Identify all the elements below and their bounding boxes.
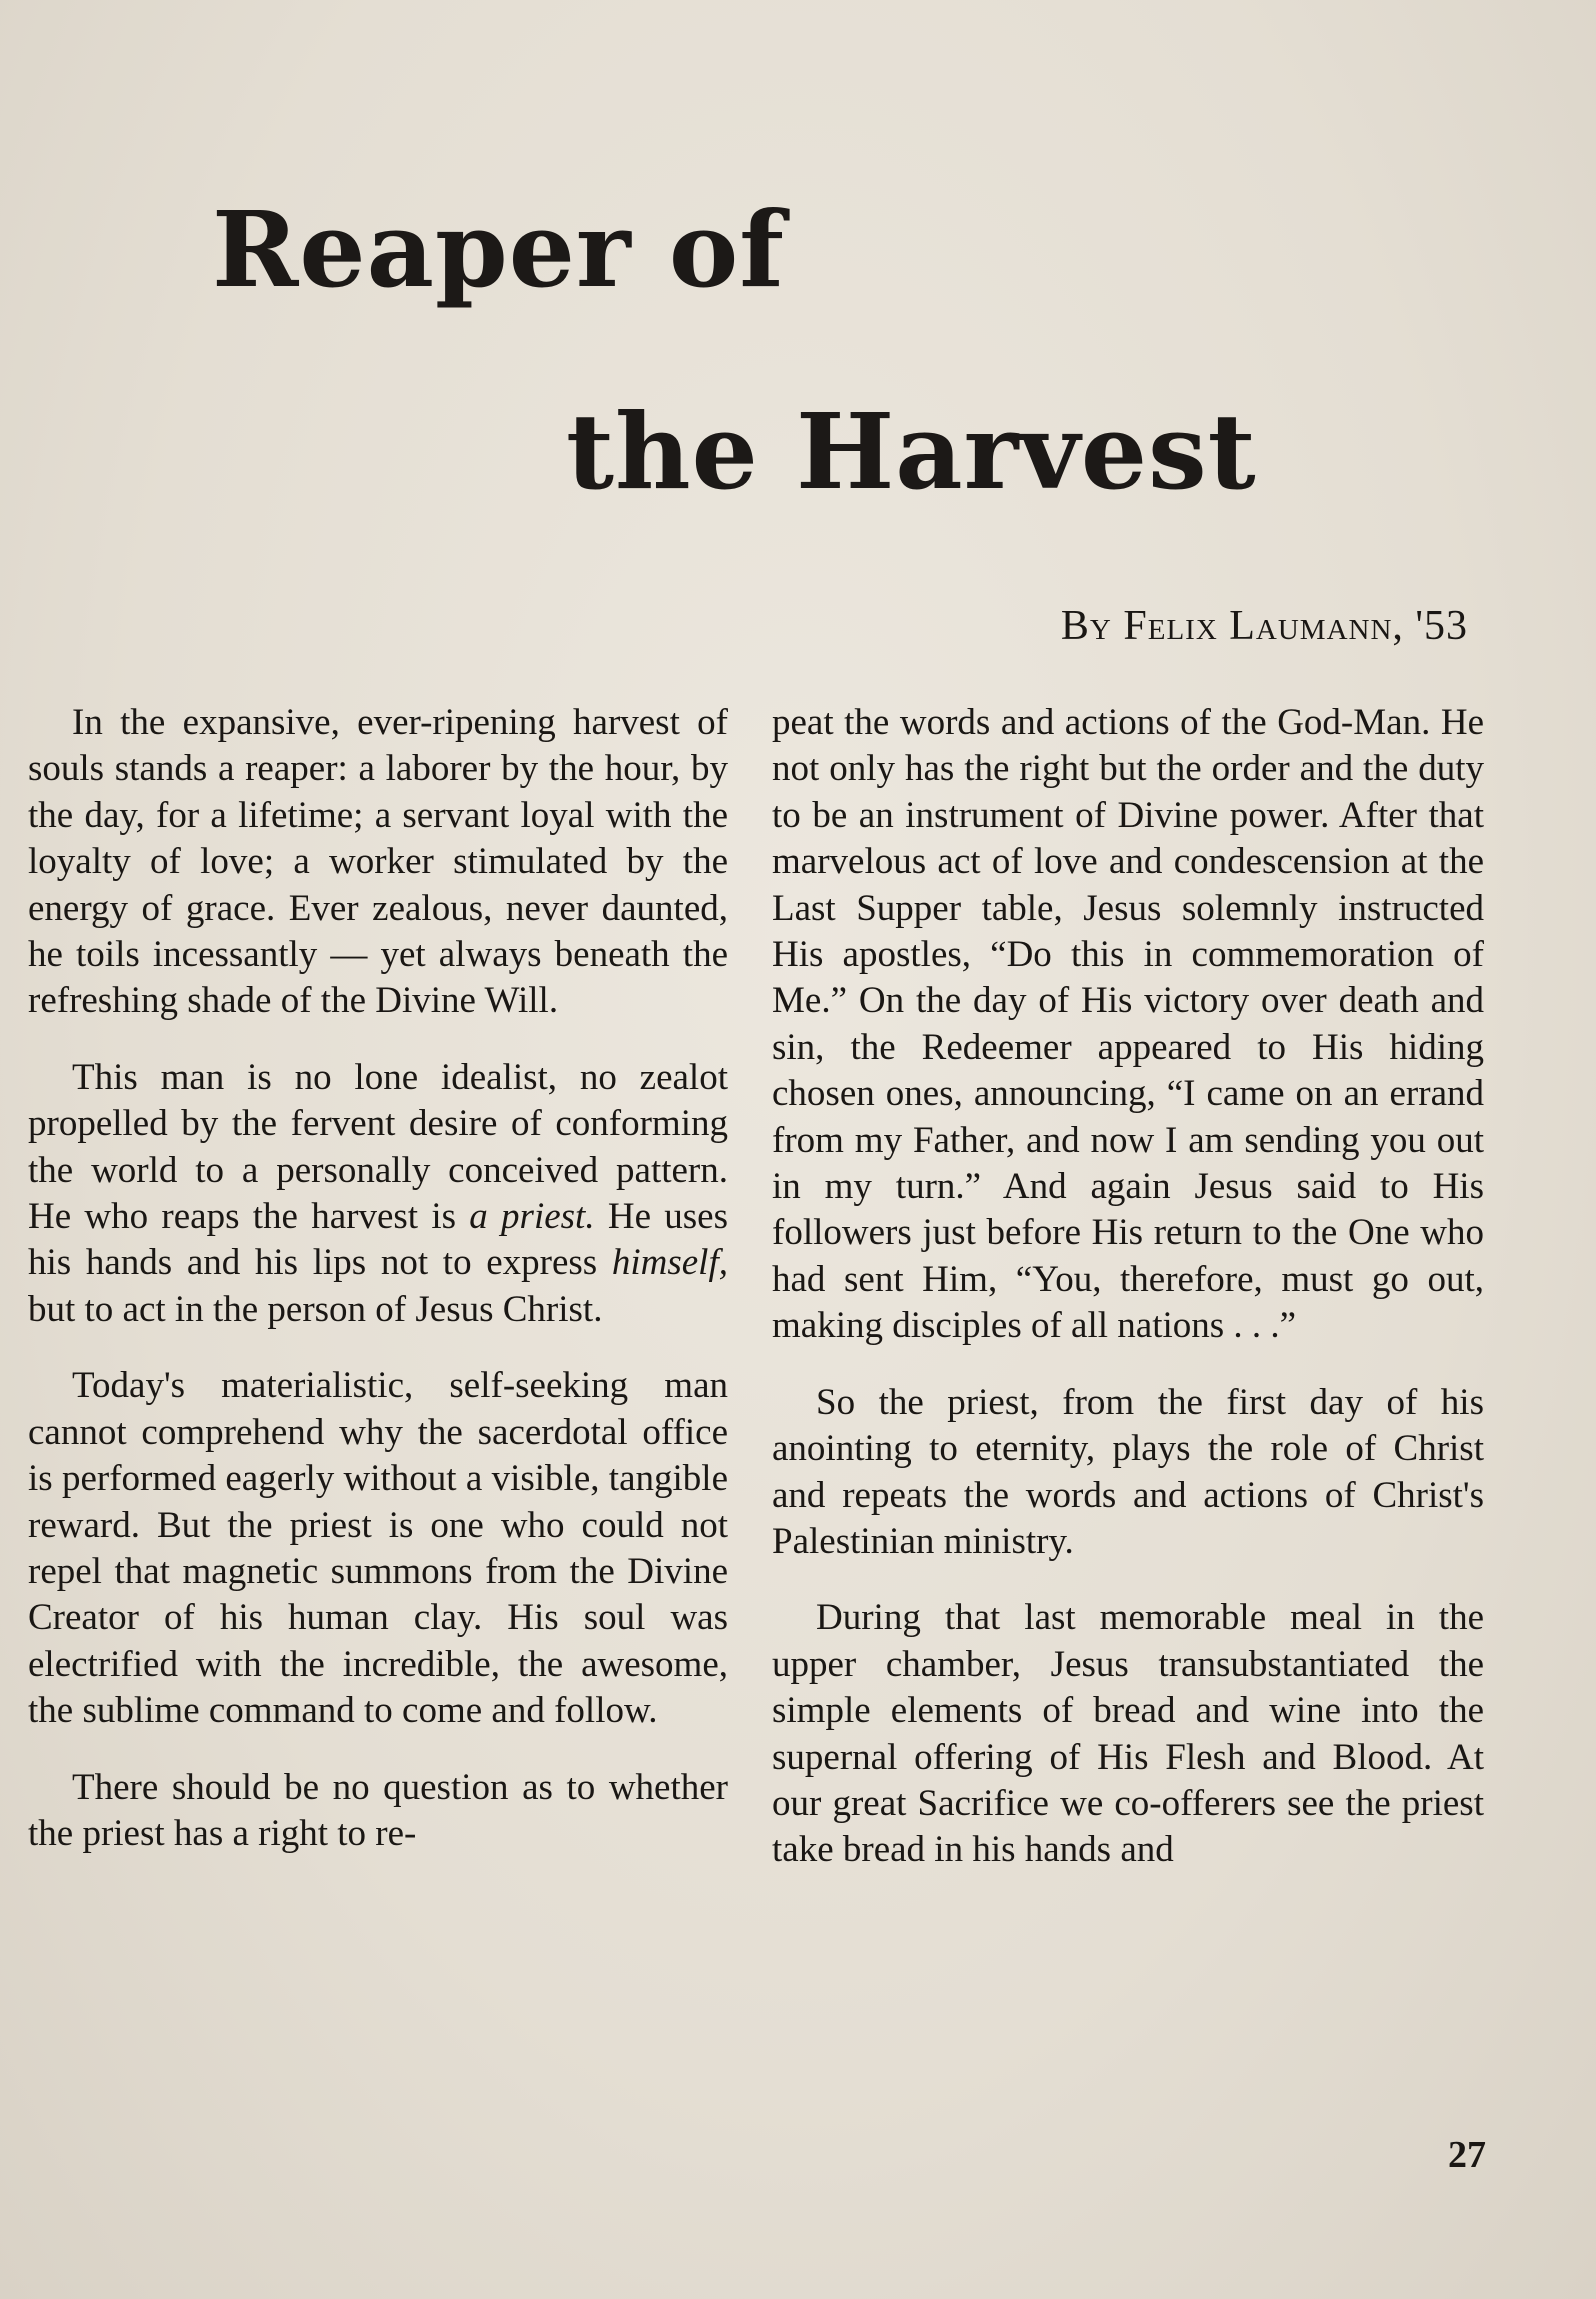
- page-number: 27: [1448, 2134, 1486, 2176]
- paragraph: peat the words and actions of the God-Man. He not only has the right but the order and the duty to be an instrument of Divine power. After that marvelous act of love and condescension at the Last Supper table, Jesus solemnly instructed His apostles, “Do this in commemoration of Me.” On the day of His victory over death and sin, the Redeemer appeared to His hiding chosen ones, announcing, “I came on an errand from my Father, and now I am sending you out in my turn.” And again Jesus said to His followers just before His return to the One who had sent Him, “You, therefore, must go out, making disciples of all nations . . .”: [772, 702, 1484, 1347]
- title-line-1: Reaper of: [212, 188, 785, 311]
- article-title: [0, 0, 1596, 560]
- title-line-2: the Harvest: [566, 390, 1257, 513]
- text-run: He uses his hands and his lips not to express: [28, 1196, 728, 1284]
- right-column: [772, 700, 1484, 1874]
- paragraph: During that last memorable meal in the upper chamber, Jesus transubstantiated the simple elements of bread and wine into the supernal offering of His Flesh and Blood. At our great Sacrifice we co-offerers see the priest take bread in his hands and: [772, 1597, 1484, 1871]
- left-column: [28, 700, 728, 1857]
- paragraph: Today's materialistic, self-seeking man cannot comprehend why the sacerdotal office is performed eagerly without a visible, tangible reward. But the priest is one who could not repel that magnetic summons from the Divine Creator of his human clay. His soul was electrified with the incredible, the awesome, the sublime command to come and follow.: [28, 1365, 728, 1732]
- text-run: This man is no lone idealist, no zealot propelled by the fervent desire of conforming the world to a personally conceived pattern. He who reaps the harvest is: [28, 1056, 728, 1238]
- author-byline: By Felix Laumann, '53: [1060, 603, 1468, 649]
- paragraph: There should be no question as to whether the priest has a right to re-: [28, 1766, 728, 1854]
- text-run: but to act in the person of Jesus Christ.: [28, 1288, 603, 1330]
- emphasis: himself,: [611, 1242, 728, 1284]
- paragraph: So the priest, from the first day of his anointing to eternity, plays the role of Christ and repeats the words and actions of Christ's Palestinian ministry.: [772, 1381, 1484, 1562]
- paragraph: In the expansive, ever-ripening harvest of souls stands a reaper: a laborer by the hour, by the day, for a lifetime; a servant loyal with the loyalty of love; a worker stimulated by the energy of grace. Ever zealous, never daunted, he toils incessantly — yet always beneath the refreshing shade of the Divine Will.: [28, 702, 728, 1022]
- paragraph: [28, 1055, 728, 1333]
- emphasis: a priest.: [469, 1196, 595, 1238]
